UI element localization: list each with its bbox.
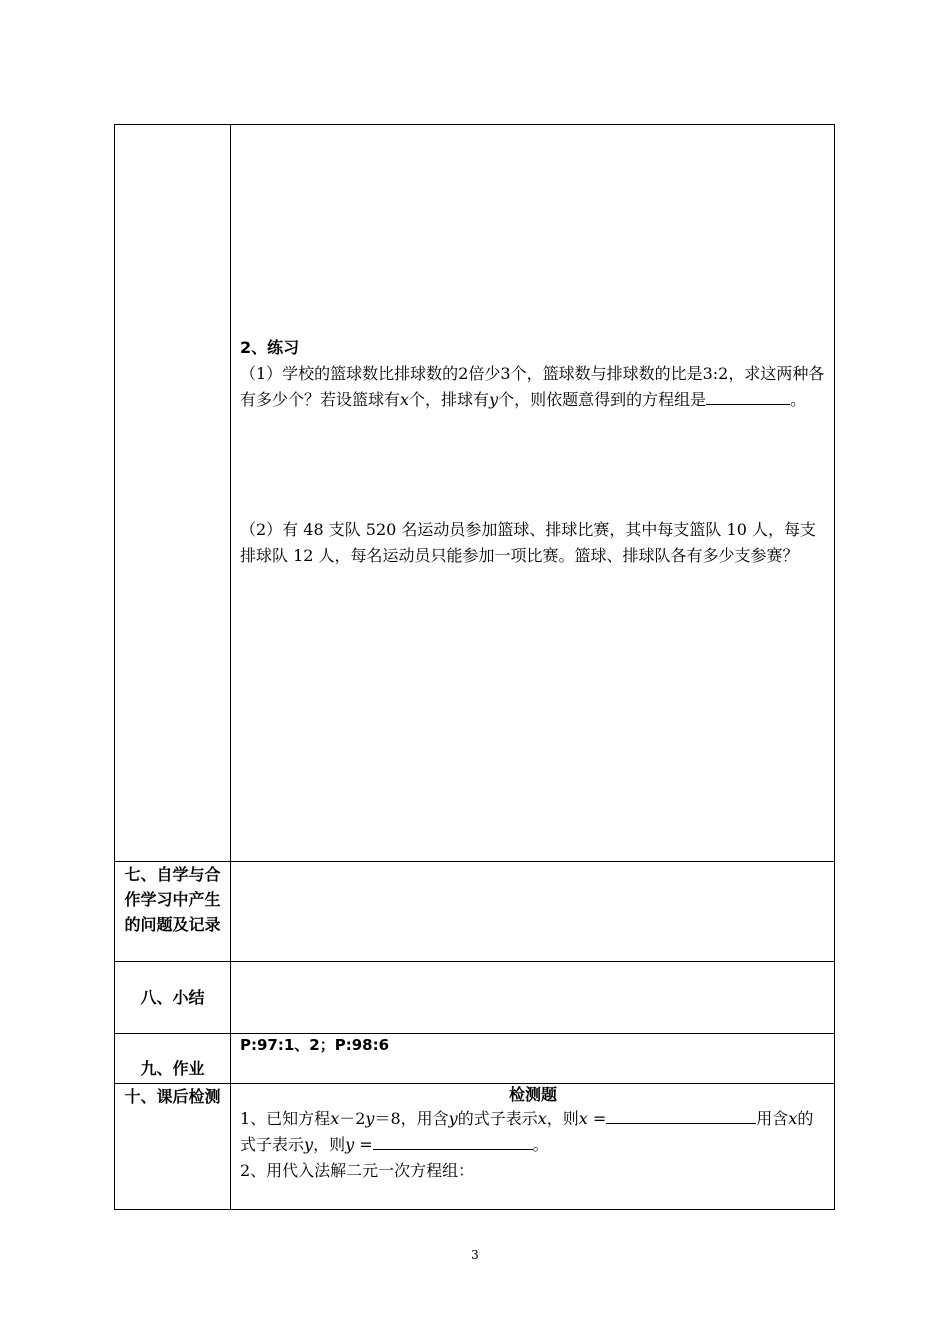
practice-question-1: （1）学校的篮球数比排球数的2倍少3个，篮球数与排球数的比是3:2，求这两种各有多少个？若设篮球有x个，排球有y个，则依题意得到的方程组是 。 (240, 364, 825, 409)
homework-content: P:97:1、2；P:98:6 (240, 1036, 390, 1054)
practice-content-cell (231, 125, 835, 862)
practice-label-cell (115, 125, 231, 862)
problems-row (115, 862, 835, 962)
practice-heading: 2、练习 (240, 338, 300, 357)
practice-row (115, 125, 835, 862)
problems-label: 七、自学与合作学习中产生的问题及记录 (115, 862, 231, 962)
answer-blank-y[interactable] (373, 1149, 533, 1150)
lesson-table (114, 124, 835, 1210)
test-content-cell (231, 1084, 835, 1210)
summary-content[interactable] (231, 962, 835, 1034)
test-question-2: 2、用代入法解二元一次方程组： (240, 1161, 475, 1180)
homework-row (115, 1034, 835, 1084)
page-number: 3 (471, 1248, 479, 1262)
test-row (115, 1084, 835, 1210)
test-title: 检测题 (508, 1085, 557, 1104)
homework-content-cell (231, 1034, 835, 1084)
practice-question-2: （2）有 48 支队 520 名运动员参加篮球、排球比赛，其中每支篮队 10 人，每支排球队 12 人，每名运动员只能参加一项比赛。篮球、排球队各有多少支参赛？ (240, 520, 816, 565)
test-question-1: 1、已知方程x－2y＝8，用含y的式子表示x，则x = 用含x的式子表示y，则y = 。 (240, 1109, 814, 1154)
homework-label: 九、作业 (115, 1034, 231, 1084)
answer-blank-x[interactable] (606, 1123, 756, 1124)
summary-row (115, 962, 835, 1034)
problems-content[interactable] (231, 862, 835, 962)
test-label: 十、课后检测 (115, 1084, 231, 1210)
summary-label: 八、小结 (115, 962, 231, 1034)
answer-blank[interactable] (706, 404, 790, 405)
